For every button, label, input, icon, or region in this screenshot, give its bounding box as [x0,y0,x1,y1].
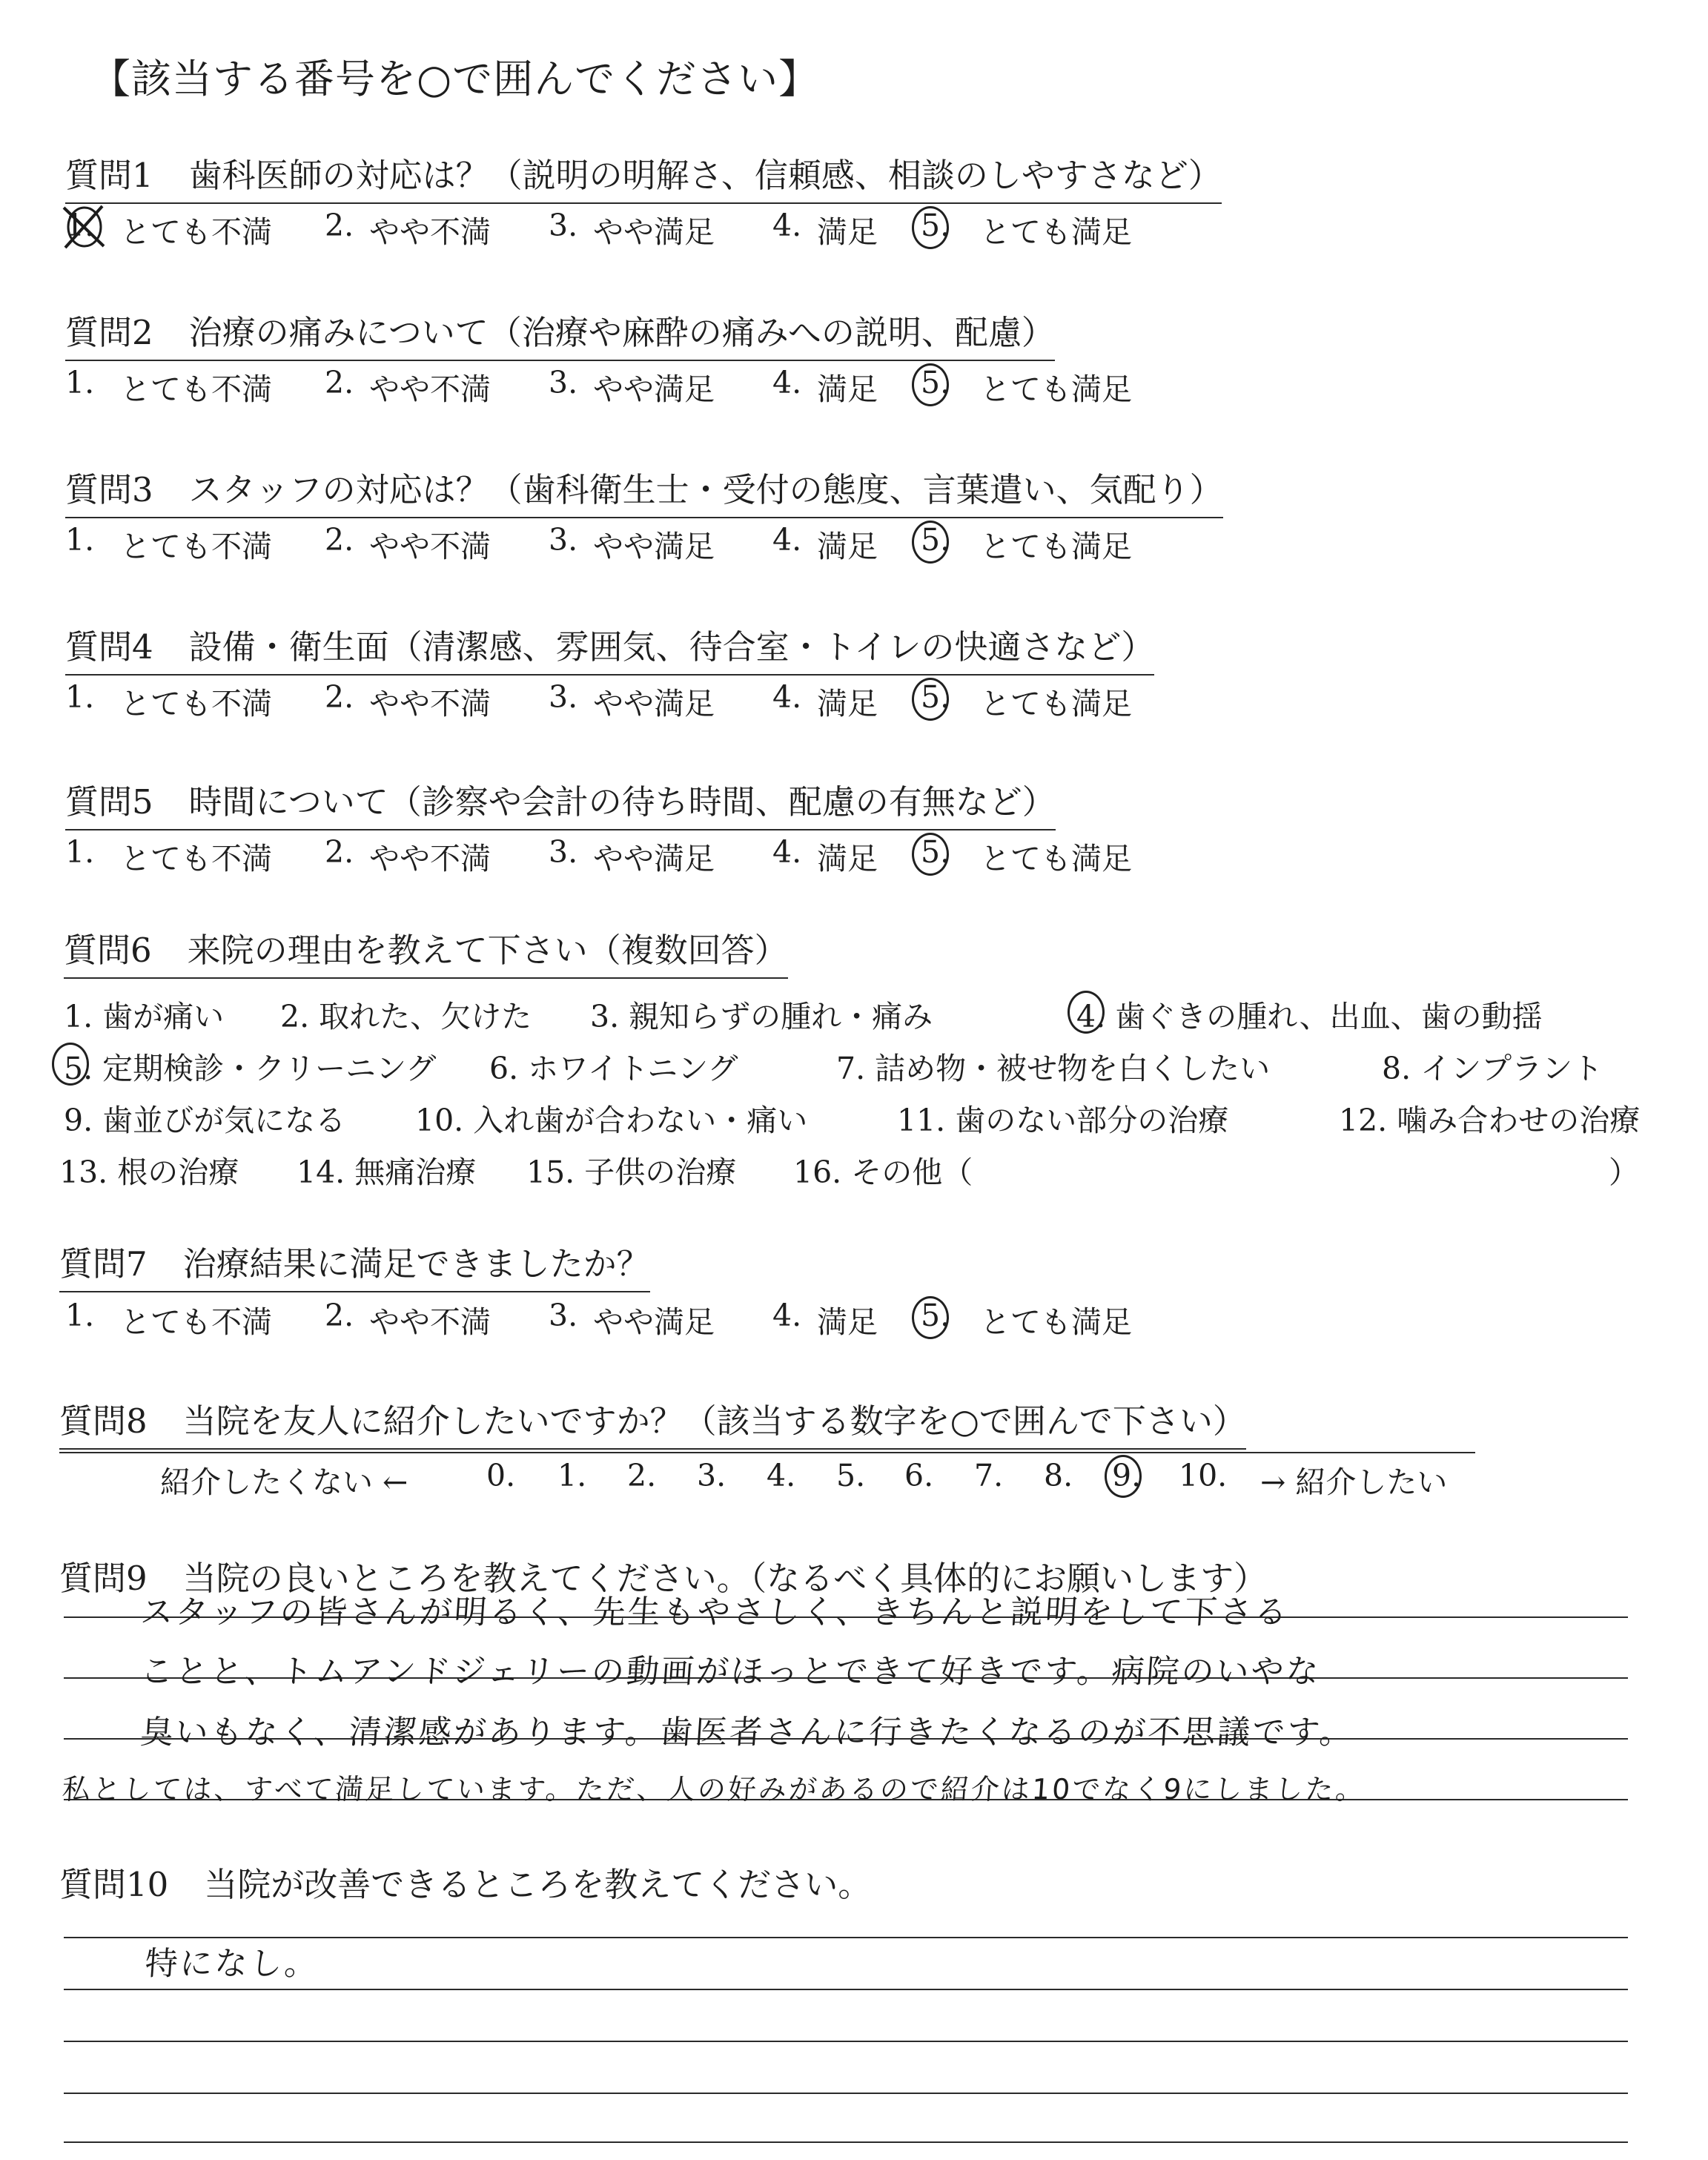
q6-option-3-2[interactable]: 10. 入れ歯が合わない・痛い [415,1103,808,1138]
q2-option-3-number[interactable]: 3. [549,365,578,400]
q10-heading [59,1857,871,1912]
q3-text: スタッフの対応は？（歯科衛生士・受付の態度、言葉遣い、気配り） [188,470,1223,509]
q8-scale-10[interactable]: 10. [1179,1458,1228,1493]
q7-option-1-label[interactable]: とても不満 [120,1304,272,1340]
q7-option-3-label[interactable]: やや満足 [593,1304,715,1340]
q3-option-3-number[interactable]: 3. [549,522,578,558]
q2-number: 質問2 [65,313,153,352]
q6-option-4-4[interactable]: 16. その他（ [793,1155,973,1190]
q3-option-1-label[interactable]: とても不満 [120,529,272,564]
q2-option-1-number[interactable]: 1. [65,365,95,400]
q2-selected-circle [912,363,949,406]
q6-option-1-1[interactable]: 1. 歯が痛い [64,999,225,1034]
q4-option-1-label[interactable]: とても不満 [120,686,272,721]
q8-underline [59,1452,1475,1453]
q2-option-3-label[interactable]: やや満足 [593,371,715,407]
q10-answer-line: 特になし。 [143,1945,321,1983]
q3-option-4-number[interactable]: 4. [772,522,802,558]
q8-scale-6[interactable]: 6. [904,1458,934,1493]
q7-option-4-label[interactable]: 満足 [817,1304,878,1340]
q5-heading [65,775,1056,830]
q5-option-4-number[interactable]: 4. [772,834,802,870]
q5-option-2-label[interactable]: やや不満 [369,841,491,876]
q1-option-1-label[interactable]: とても不満 [120,214,272,250]
q8-text: 当院を友人に紹介したいですか？（該当する数字を○で囲んで下さい） [182,1401,1246,1441]
q6-option-2-3[interactable]: 7. 詰め物・被せ物を白くしたい [836,1051,1271,1086]
page-title: 【該当する番号を○で囲んでください】 [90,56,820,102]
q1-option-3-number[interactable]: 3. [549,208,578,243]
q3-option-2-label[interactable]: やや不満 [369,529,491,564]
q6-selected-circle [1068,991,1105,1034]
q8-scale-2[interactable]: 2. [627,1458,657,1493]
q5-text: 時間について（診察や会計の待ち時間、配慮の有無など） [188,782,1056,822]
q2-option-5-label[interactable]: とても満足 [980,371,1132,407]
q5-option-2-number[interactable]: 2. [325,834,354,870]
q1-option-2-label[interactable]: やや不満 [369,214,491,250]
q4-option-5-number[interactable]: 5. [921,679,950,715]
q4-option-5-label[interactable]: とても満足 [980,686,1132,721]
q9-answer-line: スタッフの皆さんが明るく、先生もやさしく、きちんと説明をして下さる [139,1593,1291,1631]
q1-option-5-label[interactable]: とても満足 [980,214,1132,250]
q10-answer-rule [64,2041,1628,2042]
q3-number: 質問3 [65,470,153,509]
q6-option-3-4[interactable]: 12. 噛み合わせの治療 [1339,1103,1641,1138]
q4-option-4-label[interactable]: 満足 [817,686,878,721]
q8-scale-1[interactable]: 1. [557,1458,587,1493]
q6-option-1-2[interactable]: 2. 取れた、欠けた [280,999,532,1034]
q2-heading [65,305,1055,361]
q1-option-3-label[interactable]: やや満足 [593,214,715,250]
q3-heading [65,463,1223,518]
q7-option-2-label[interactable]: やや不満 [369,1304,491,1340]
q1-option-1-number[interactable]: 1. [65,208,95,243]
q1-option-5-number[interactable]: 5. [921,208,950,243]
q2-option-1-label[interactable]: とても不満 [120,371,272,407]
q6-number: 質問6 [64,931,152,970]
q7-option-4-number[interactable]: 4. [772,1298,802,1333]
q7-option-5-label[interactable]: とても満足 [980,1304,1132,1340]
q2-option-4-number[interactable]: 4. [772,365,802,400]
q8-heading [59,1394,1246,1450]
q5-option-1-label[interactable]: とても不満 [120,841,272,876]
q3-option-4-label[interactable]: 満足 [817,529,878,564]
q6-option-4-5[interactable]: ） [1609,1155,1639,1190]
q4-option-2-label[interactable]: やや不満 [369,686,491,721]
q8-number: 質問8 [59,1401,148,1441]
q3-option-5-label[interactable]: とても満足 [980,529,1132,564]
q10-answer-rule [64,2141,1628,2143]
q6-option-2-2[interactable]: 6. ホワイトニング [489,1051,738,1086]
q6-selected-circle [52,1043,89,1086]
q9-number: 質問9 [59,1559,148,1598]
q6-option-3-1[interactable]: 9. 歯並びが気になる [64,1103,346,1138]
q4-text: 設備・衛生面（清潔感、雰囲気、待合室・トイレの快適さなど） [188,627,1155,667]
q4-option-4-number[interactable]: 4. [772,679,802,715]
q7-selected-circle [912,1296,949,1339]
q6-option-4-1[interactable]: 13. 根の治療 [59,1155,239,1190]
q8-scale-7[interactable]: 7. [974,1458,1004,1493]
q3-option-2-number[interactable]: 2. [325,522,354,558]
q1-heading [65,148,1222,204]
q1-number: 質問1 [65,156,153,195]
q2-option-2-label[interactable]: やや不満 [369,371,491,407]
q8-scale-3[interactable]: 3. [697,1458,726,1493]
q4-option-3-number[interactable]: 3. [549,679,578,715]
q10-text: 当院が改善できるところを教えてください。 [204,1865,872,1904]
q6-option-2-1[interactable]: 5. 定期検診・クリーニング [64,1051,437,1086]
q3-selected-circle [912,521,949,564]
q9-answer-line: ことと、トムアンドジェリーの動画がほっとできて好きです。病院のいやな [139,1653,1323,1691]
q6-option-4-2[interactable]: 14. 無痛治療 [297,1155,477,1190]
q8-scale-8[interactable]: 8. [1044,1458,1073,1493]
q1-selected-circle [912,206,949,249]
q1-text: 歯科医師の対応は？（説明の明解さ、信頼感、相談のしやすさなど） [188,156,1222,195]
q5-selected-circle [912,833,949,876]
q9-answer-line: 臭いもなく、清潔感があります。歯医者さんに行きたくなるのが不思議です。 [139,1714,1356,1751]
q5-option-5-number[interactable]: 5. [921,834,950,870]
q6-option-4-3[interactable]: 15. 子供の治療 [526,1155,737,1190]
q4-selected-circle [912,678,949,721]
q6-text: 来院の理由を教えて下さい（複数回答） [187,931,788,970]
q1-option-2-number[interactable]: 2. [325,208,354,243]
q8-left-label: 紹介したくない ← [160,1464,408,1500]
q7-option-2-number[interactable]: 2. [325,1298,354,1333]
q10-answer-rule [64,2093,1628,2094]
q4-number: 質問4 [65,627,153,667]
q6-heading [64,923,788,979]
q1-option-4-label[interactable]: 満足 [817,214,878,250]
q3-option-3-label[interactable]: やや満足 [593,529,715,564]
q6-option-3-3[interactable]: 11. 歯のない部分の治療 [897,1103,1229,1138]
q5-option-3-number[interactable]: 3. [549,834,578,870]
q4-option-2-number[interactable]: 2. [325,679,354,715]
q8-scale-4[interactable]: 4. [767,1458,796,1493]
q8-selected-circle [1105,1455,1142,1498]
q8-scale-0[interactable]: 0. [486,1458,516,1493]
q7-option-1-number[interactable]: 1. [65,1298,95,1333]
q6-option-2-4[interactable]: 8. インプラント [1382,1051,1603,1086]
q7-heading [59,1237,650,1292]
q10-number: 質問10 [59,1865,169,1904]
q5-option-1-number[interactable]: 1. [65,834,95,870]
q9-text: 当院の良いところを教えてください。（なるべく具体的にお願いします） [182,1559,1268,1598]
q2-option-5-number[interactable]: 5. [921,365,950,400]
q5-option-3-label[interactable]: やや満足 [593,841,715,876]
q6-option-1-3[interactable]: 3. 親知らずの腫れ・痛み [590,999,933,1034]
q7-option-3-number[interactable]: 3. [549,1298,578,1333]
q1-crossed-mark [58,200,110,252]
q2-option-4-label[interactable]: 満足 [817,371,878,407]
q4-option-3-label[interactable]: やや満足 [593,686,715,721]
q3-option-5-number[interactable]: 5. [921,522,950,558]
q3-option-1-number[interactable]: 1. [65,522,95,558]
q6-option-1-4[interactable]: 4. 歯ぐきの腫れ、出血、歯の動揺 [1076,999,1543,1034]
q10-answer-rule [64,1989,1628,1990]
q8-scale-5[interactable]: 5. [836,1458,866,1493]
q5-number: 質問5 [65,782,153,822]
q9-answer-line: 私としては、すべて満足しています。ただ、人の好みがあるので紹介は10でなく9にしました。 [61,1773,1368,1806]
q2-option-2-number[interactable]: 2. [325,365,354,400]
q8-scale-9[interactable]: 9. [1112,1458,1142,1493]
q7-number: 質問7 [59,1244,148,1284]
q5-option-4-label[interactable]: 満足 [817,841,878,876]
q1-option-4-number[interactable]: 4. [772,208,802,243]
q4-option-1-number[interactable]: 1. [65,679,95,715]
q7-option-5-number[interactable]: 5. [921,1298,950,1333]
q8-right-label: → 紹介したい [1260,1464,1448,1500]
q4-heading [65,620,1154,676]
q2-text: 治療の痛みについて（治療や麻酔の痛みへの説明、配慮） [188,313,1055,352]
q7-text: 治療結果に満足できましたか？ [182,1244,650,1284]
q5-option-5-label[interactable]: とても満足 [980,841,1132,876]
